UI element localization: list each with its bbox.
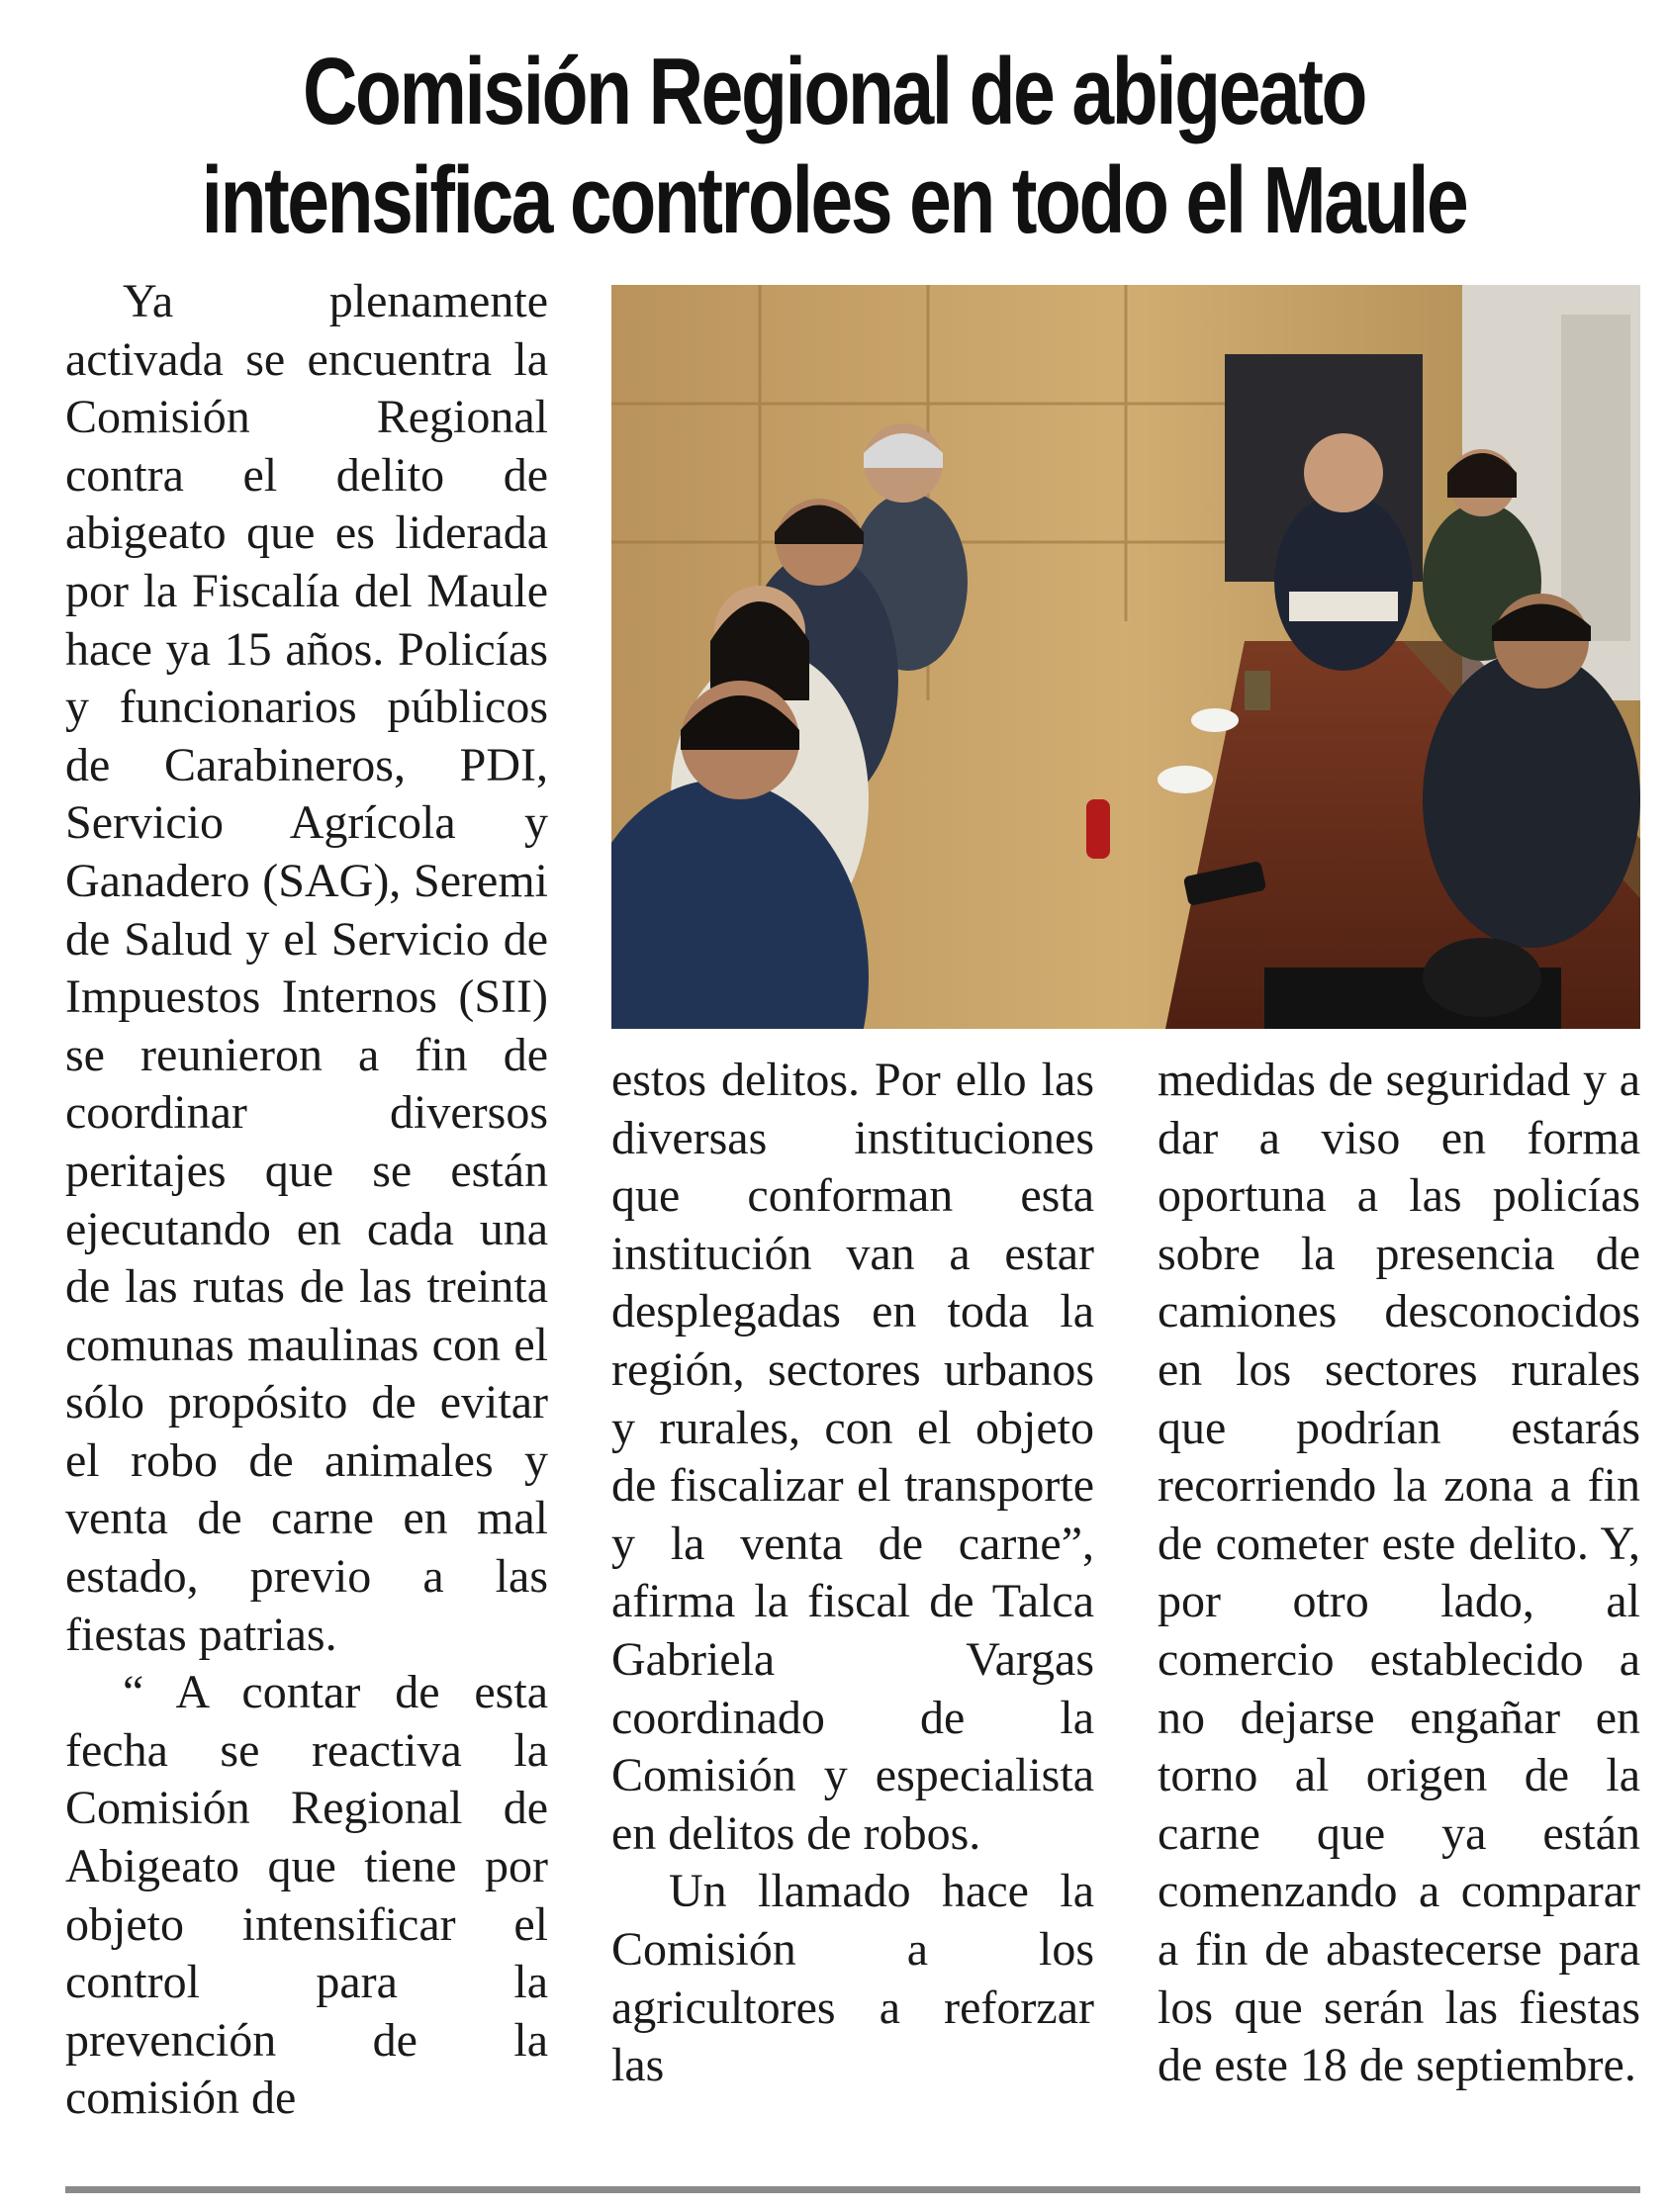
paragraph-call: Un llamado hace la Comisión a los agricultores a reforzar las [611, 1865, 1094, 2092]
headline-line-2: intensifica controles en todo el Maule [201, 147, 1467, 253]
meeting-photo [611, 285, 1640, 1029]
paragraph-intro: Ya plenamente activada se encuentra la Comisión Regional contra el delito de abigeato que es liderada por la Fiscalía del Maule hace ya 15 años. Policías y funcionarios públicos de Carabineros, PDI, Servicio Agrícola y Ganadero (SAG), Seremi de Salud y el Servicio de Impuestos Internos (SII) se reunieron a fin de coordinar diversos peritajes que se están ejecutando en cada una de las rutas de las treinta comunas maulinas con el sólo propósito de evitar el robo de animales y venta de carne en mal estado, previo a las fiestas patrias. [65, 275, 548, 1661]
paragraph-continuation: estos delitos. Por ello las diversas instituciones que conforman esta institución van a estar desplegadas en toda la región, sectores urbanos y rurales, con el objeto de fiscalizar el transporte y la venta de carne”, afirma la fiscal de Talca Gabriela Vargas coordinado de la Comisión y especialista en delitos de robos. [611, 1054, 1094, 1860]
article-column-3 [1158, 1052, 1640, 2095]
headline-line-1: Comisión Regional de abigeato [303, 39, 1365, 144]
headline [167, 38, 1502, 255]
bottom-rule [65, 2186, 1640, 2193]
meeting-photo-icon [611, 285, 1640, 1029]
paragraph-closing: medidas de seguridad y a dar a viso en forma oportuna a las policías sobre la presencia de camiones desconocidos en los sectores rurales que podrían estarás recorriendo la zona a fin de cometer este delito. Y, por otro lado, al comercio establecido a no dejarse engañar en torno al origen de la carne que ya están comenzando a comparar a fin de abastecerse para los que serán las fiestas de este 18 de septiembre. [1158, 1054, 1640, 2092]
article-column-1 [65, 273, 548, 2128]
paragraph-quote: “ A contar de esta fecha se reactiva la Comisión Regional de Abigeato que tiene por objeto intensificar el control para la prevención de la comisión de [65, 1666, 548, 2125]
article-column-2 [611, 1052, 1094, 2095]
